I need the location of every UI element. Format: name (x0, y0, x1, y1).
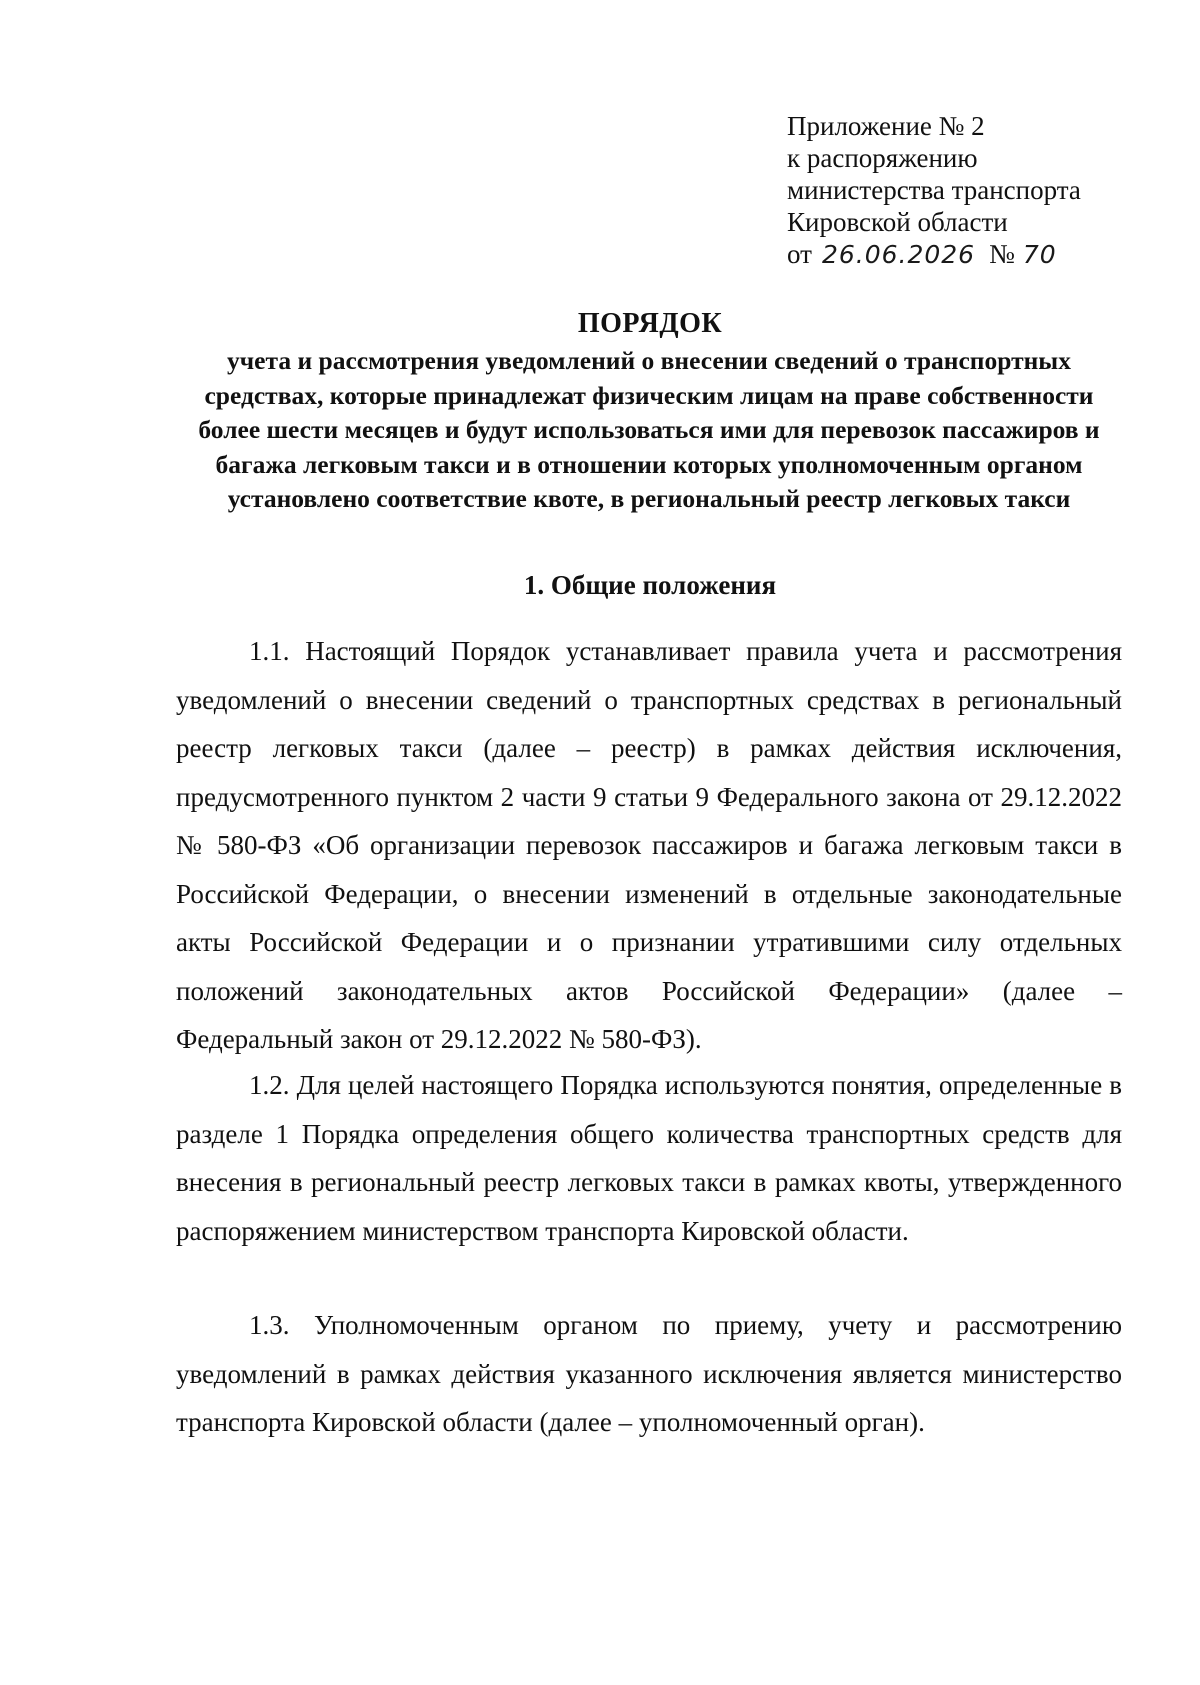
handwritten-date: 26.06.2026 (821, 240, 976, 269)
appendix-line: Кировской области (787, 207, 1008, 237)
paragraph-1-3: 1.3. Уполномоченным органом по приему, учету и рассмотрению уведомлений в рамках действия указанного исключения является министерство транспорта Кировской области (далее – уполномоченный орган). (176, 1310, 1122, 1437)
from-label: от (787, 239, 812, 269)
appendix-header (787, 110, 1147, 271)
appendix-line: к распоряжению (787, 143, 978, 173)
number-label: № (989, 239, 1015, 269)
paragraph-1-2: 1.2. Для целей настоящего Порядка используются понятия, определенные в разделе 1 Порядка определения общего количества транспортных средств для внесения в региональный реестр легковых такси в рамках квоты, утвержденного распоряжением министерством транспорта Кировской области. (176, 1070, 1122, 1246)
section-heading: 1. Общие положения (523, 570, 777, 600)
paragraph-1-1: 1.1. Настоящий Порядок устанавливает правила учета и рассмотрения уведомлений о внесении сведений о транспортных средствах в региональный реестр легковых такси (далее – реестр) в рамках действия исключения, предусмотренного пунктом 2 части 9 статьи 9 Федерального закона от 29.12.2022 № 580-ФЗ «Об организации перевозок пассажиров и багажа легковым такси в Российской Федерации, о внесении изменений в отдельные законодательные акты Российской Федерации и о признании утратившими силу отдельных положений законодательных актов Российской Федерации» (далее – Федеральный закон от 29.12.2022 № 580-ФЗ). (176, 636, 1122, 1054)
handwritten-number: 70 (1022, 240, 1057, 269)
document-title: ПОРЯДОК (577, 308, 723, 339)
appendix-date-line (787, 238, 1147, 271)
document-subtitle: учета и рассмотрения уведомлений о внесении сведений о транспортных средствах, которые принадлежат физическим лицам на праве собственности более шести месяцев и будут использоваться ими для перевозок пассажиров и багажа легковым такси и в отношении которых уполномоченным органом установлено соответствие квоте, в региональный реестр легковых такси (198, 346, 1100, 513)
appendix-line: министерства транспорта (787, 175, 1081, 205)
appendix-line: Приложение № 2 (787, 111, 985, 141)
